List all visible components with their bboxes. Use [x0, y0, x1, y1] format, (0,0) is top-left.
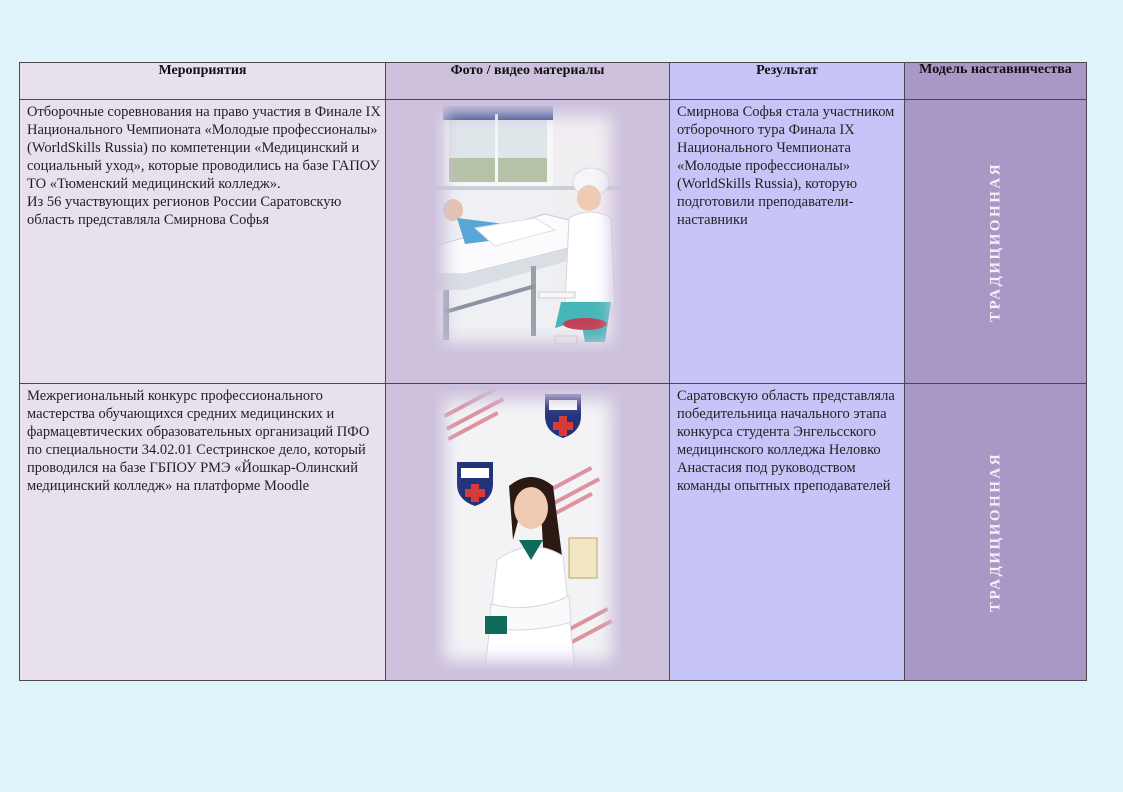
header-result: Результат	[670, 63, 905, 100]
header-model: Модель наставничества	[905, 63, 1087, 100]
nurse-patient-photo	[435, 106, 621, 352]
model-label: ТРАДИЦИОННАЯ	[987, 161, 1003, 322]
model-cell	[905, 100, 1087, 384]
event-text: Межрегиональный конкурс профессионального мастерства обучающихся средних медицинских и фармацевтических образовательных организаций ПФО по специальности 34.02.01 Сестринское дело, который проводился на базе ГБПОУ РМЭ «Йошкар-Олинский медицинский колледж» на платформе Moodle	[27, 388, 370, 494]
event-cell	[20, 384, 386, 681]
event-text: Отборочные соревнования на право участия в Финале IX Национального Чемпионата «Молодые профессионалы» (WorldSkills Russia) по компетенции «Медицинский и социальный уход», которые проводились на базе ГАПОУ ТО «Тюменский медицинский колледж».	[27, 104, 381, 192]
result-text: Саратовскую область представляла победительница начального этапа конкурса студента Энгельсского медицинского колледжа Неловко Анастасия под руководством команды опытных преподавателей	[677, 388, 895, 494]
student-portrait-photo	[435, 390, 621, 670]
header-events: Мероприятия	[20, 63, 386, 100]
media-cell	[386, 384, 670, 681]
header-media: Фото / видео материалы	[386, 63, 670, 100]
result-cell	[670, 384, 905, 681]
event-cell	[20, 100, 386, 384]
table-header-row	[20, 63, 1087, 100]
media-cell	[386, 100, 670, 384]
table-row	[20, 384, 1087, 681]
result-cell	[670, 100, 905, 384]
event-text: Из 56 участвующих регионов России Саратовскую область представляла Смирнова Софья	[27, 194, 342, 228]
model-cell	[905, 384, 1087, 681]
model-label: ТРАДИЦИОННАЯ	[987, 451, 1003, 613]
table-row	[20, 100, 1087, 384]
mentoring-events-table	[19, 62, 1087, 681]
result-text: Смирнова Софья стала участником отборочного тура Финала IX Национального Чемпионата «Молодые профессионалы» (WorldSkills Russia), которую подготовили преподаватели-наставники	[677, 104, 895, 228]
